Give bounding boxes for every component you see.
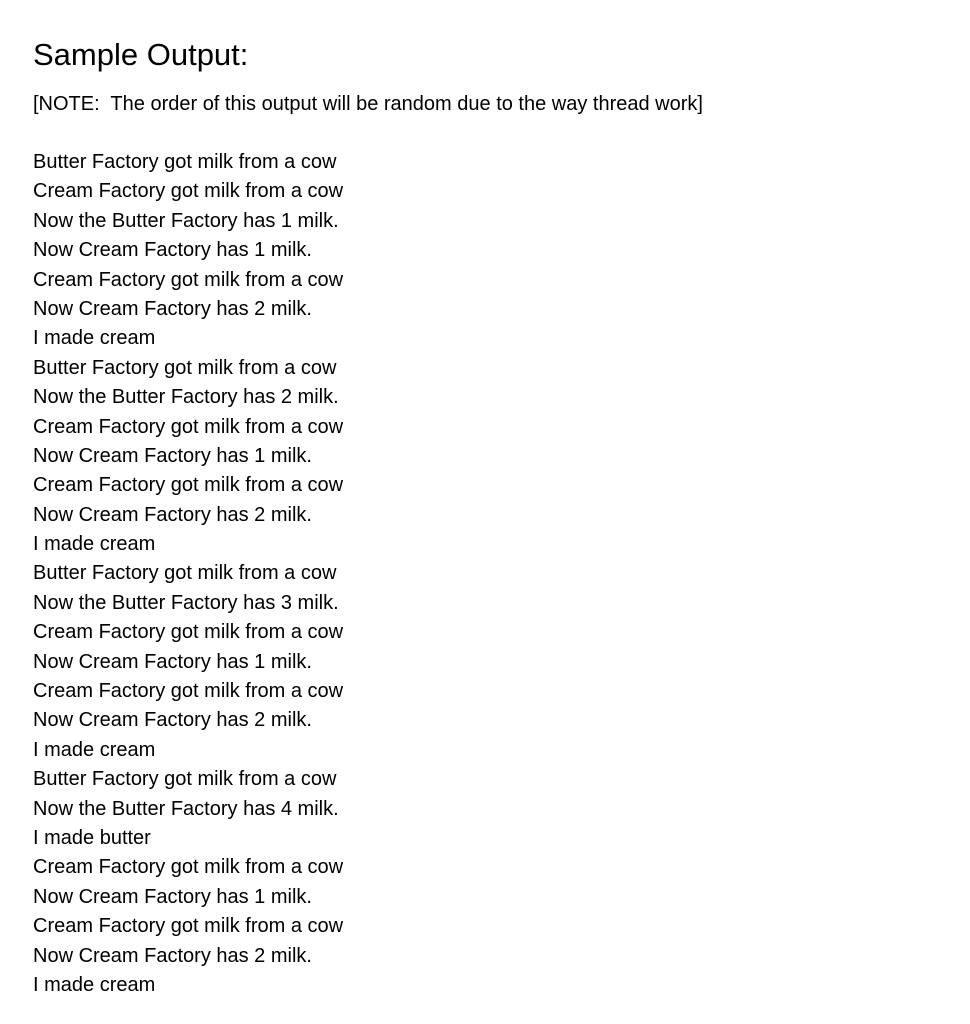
output-line: Butter Factory got milk from a cow [33,562,337,585]
output-line: Cream Factory got milk from a cow [33,621,344,644]
output-line: Now Cream Factory has 1 milk. [33,239,312,262]
output-line: Cream Factory got milk from a cow [33,680,344,703]
output-line: I made cream [33,533,156,556]
output-line: I made cream [33,738,156,761]
output-line: Now Cream Factory has 2 milk. [33,297,312,320]
output-line: Now Cream Factory has 2 milk. [33,709,312,732]
output-line: Now Cream Factory has 1 milk. [33,650,312,673]
output-line: Now the Butter Factory has 2 milk. [33,386,339,409]
output-line: Cream Factory got milk from a cow [33,180,344,203]
output-line: Cream Factory got milk from a cow [33,474,344,497]
output-line: Butter Factory got milk from a cow [33,356,337,379]
output-line: I made cream [33,327,156,350]
output-line: Now Cream Factory has 1 milk. [33,444,312,467]
output-line: Now the Butter Factory has 4 milk. [33,797,339,820]
output-line: Now the Butter Factory has 3 milk. [33,591,339,614]
page-title: Sample Output: [33,37,249,72]
output-line: Butter Factory got milk from a cow [33,151,337,173]
output-line: Now Cream Factory has 2 milk. [33,944,312,967]
output-line: Cream Factory got milk from a cow [33,415,344,438]
output-line: Now Cream Factory has 1 milk. [33,885,312,908]
output-line: Cream Factory got milk from a cow [33,915,344,938]
output-line: Now the Butter Factory has 1 milk. [33,209,339,232]
output-line: Cream Factory got milk from a cow [33,856,344,879]
output-line: I made butter [33,826,151,849]
output-line: Butter Factory got milk from a cow [33,768,337,791]
output-line: I made cream [33,973,156,996]
sample-output-list [33,148,343,1000]
output-line: Cream Factory got milk from a cow [33,268,344,291]
ordering-note: [NOTE: The order of this output will be random due to the way thread work] [33,93,703,115]
output-line: Now Cream Factory has 2 milk. [33,503,312,526]
